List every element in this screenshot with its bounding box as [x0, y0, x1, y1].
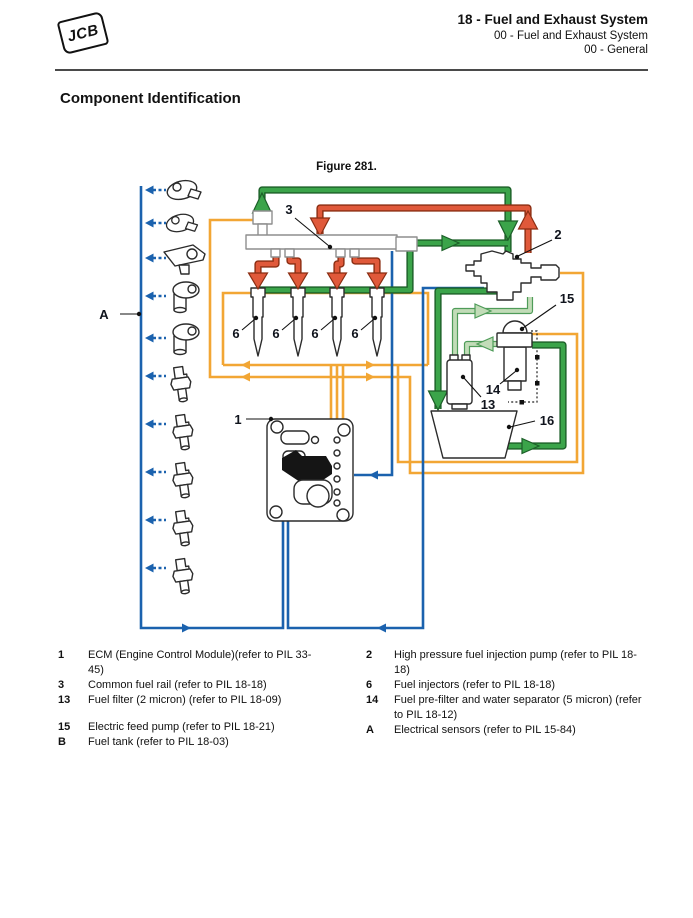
label-injector-1: 6 [232, 326, 240, 341]
sensor-arrows [145, 186, 166, 573]
jcb-logo: JCB [57, 11, 110, 55]
legend-item [58, 693, 328, 708]
legend-key: 2 [366, 649, 373, 661]
legend-text: Fuel pre-filter and water separator (5 micron) (refer to PIL 18-12) [394, 694, 642, 721]
section-title: Component Identification [60, 90, 241, 107]
legend-text: Common fuel rail (refer to PIL 18-18) [88, 679, 267, 691]
legend-text: Fuel filter (2 micron) (refer to PIL 18-09) [88, 694, 282, 706]
legend-text: Electrical sensors (refer to PIL 15-84) [394, 724, 576, 736]
fuel-rail [246, 211, 417, 257]
legend-text: Fuel injectors (refer to PIL 18-18) [394, 679, 555, 691]
legend-key: 14 [366, 694, 379, 706]
label-pump: 2 [554, 227, 562, 242]
legend-text: High pressure fuel injection pump (refer to PIL 18-18) [394, 649, 637, 676]
component-diagram [88, 148, 610, 650]
legend-item [366, 723, 648, 738]
legend-key: 6 [366, 679, 373, 691]
prefilter-and-feed-pump [497, 321, 532, 390]
legend-column-2 [366, 648, 648, 738]
label-filter: 13 [480, 397, 496, 412]
header-rule [55, 69, 648, 71]
legend-spacer [58, 708, 328, 720]
page-subtitle-1: 00 - Fuel and Exhaust System [493, 30, 648, 42]
label-ecm: 1 [234, 412, 242, 427]
fuel-tank [431, 411, 517, 458]
legend-key: 1 [58, 649, 65, 661]
legend-key: B [58, 736, 66, 748]
label-rail: 3 [285, 202, 293, 217]
ecm [267, 419, 353, 521]
legend-item [366, 648, 648, 678]
legend-text: Electric feed pump (refer to PIL 18-21) [88, 721, 275, 733]
label-tank: 16 [539, 413, 555, 428]
legend-key: A [366, 724, 374, 736]
legend-item [366, 693, 648, 723]
legend-text: ECM (Engine Control Module)(refer to PIL 33-45) [88, 649, 312, 676]
label-water-separator: 14 [485, 382, 501, 397]
legend-item [58, 720, 328, 735]
fuel-injectors [249, 273, 387, 356]
label-sensors: A [99, 307, 109, 322]
legend-item [58, 678, 328, 693]
legend-key: 15 [58, 721, 71, 733]
label-feed-pump: 15 [559, 291, 575, 306]
legend-key: 13 [58, 694, 71, 706]
label-injector-4: 6 [351, 326, 359, 341]
legend-item [58, 735, 328, 750]
page-subtitle-2: 00 - General [584, 44, 648, 56]
legend-key: 3 [58, 679, 65, 691]
legend-text: Fuel tank (refer to PIL 18-03) [88, 736, 229, 748]
page-title: 18 - Fuel and Exhaust System [457, 12, 648, 27]
figure-caption: Figure 281. [316, 161, 377, 173]
label-injector-2: 6 [272, 326, 280, 341]
legend-column-1 [58, 648, 328, 750]
legend-item [58, 648, 328, 678]
legend-item [366, 678, 648, 693]
sensor-column [145, 178, 205, 595]
label-injector-3: 6 [311, 326, 319, 341]
